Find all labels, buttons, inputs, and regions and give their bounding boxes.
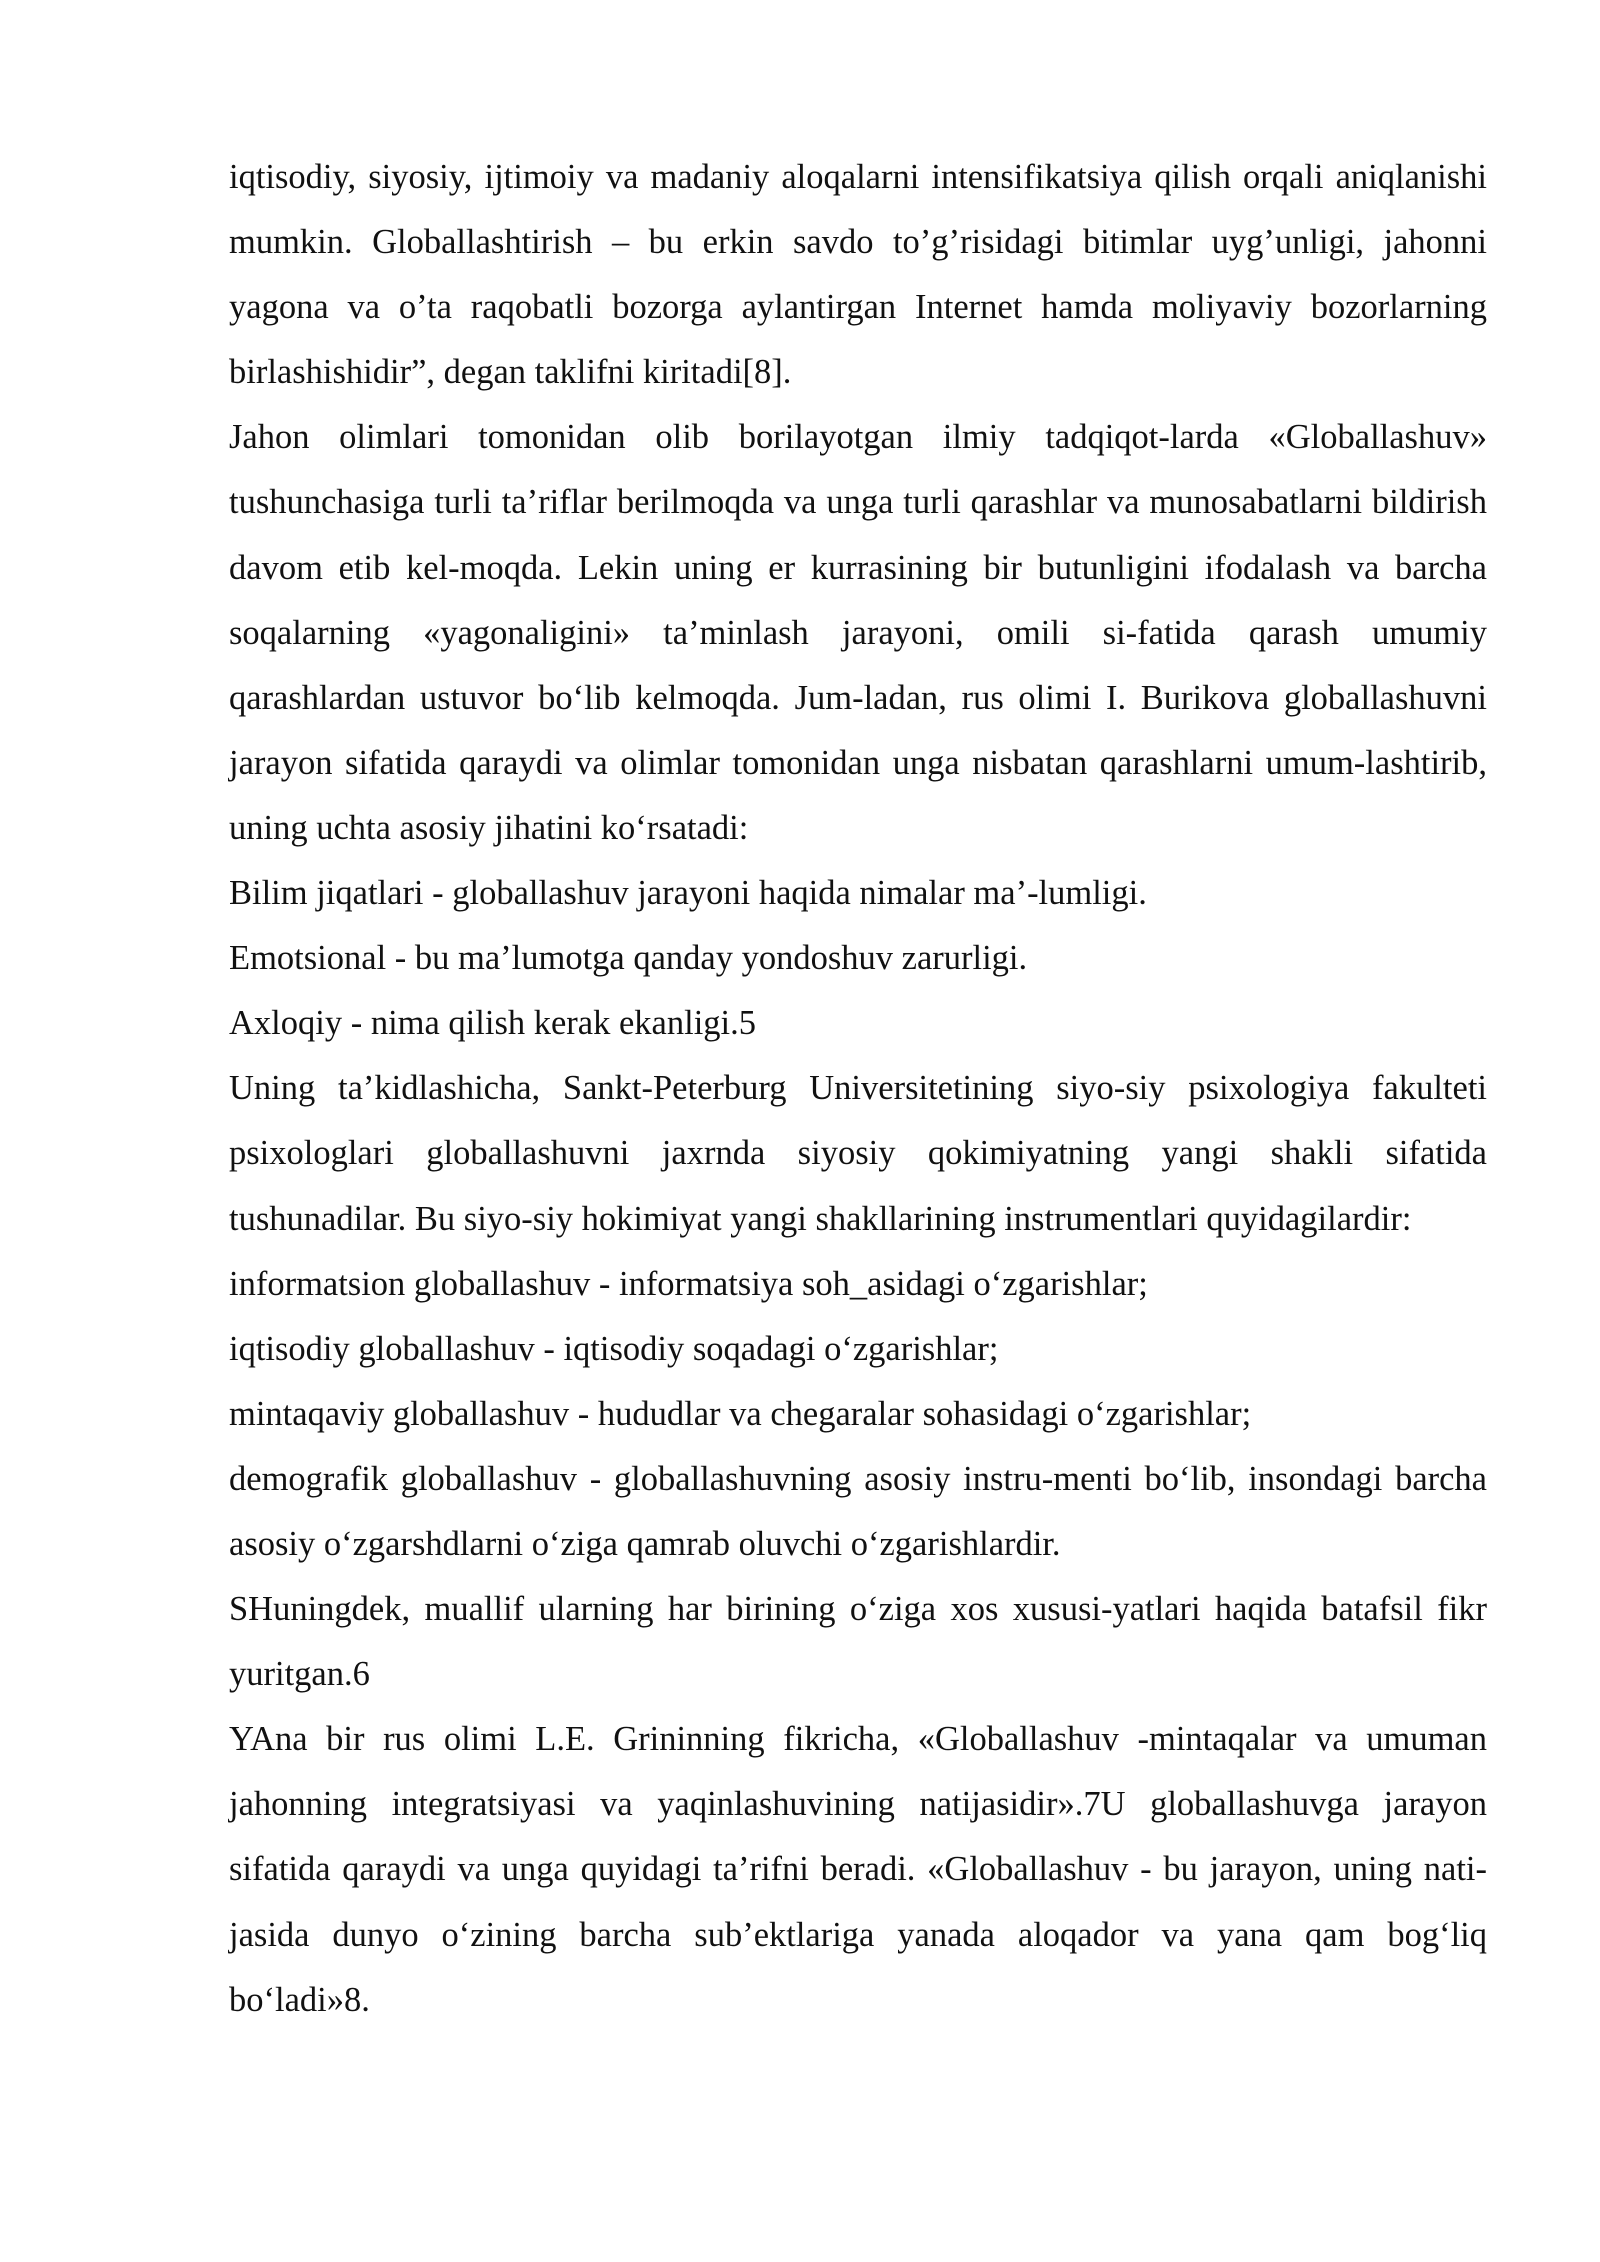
list-item-informational-globalization: informatsion globallashuv - informatsiya soh_asidagi o‘zgarishlar;	[229, 1264, 1148, 1303]
list-item-economic-globalization: iqtisodiy globallashuv - iqtisodiy soqadagi o‘zgarishlar;	[229, 1329, 999, 1368]
paragraph-st-petersburg-university: Uning ta’kidlashicha, Sankt-Peterburg Universitetining siyo-siy psixologiya fakulteti psixologlari globallashuvni jaxrnda siyosiy qokimiyatning yangi shakli sifatida tushunadilar. Bu siyo-siy hokimiyat yangi shakllarining instrumentlari quyidagilardir:	[229, 1069, 1487, 1238]
list-item-demographic-globalization: demografik globallashuv - globallashuvning asosiy instru-menti bo‘lib, insondagi barcha asosiy o‘zgarshdlarni o‘ziga qamrab oluvchi o‘zgarishlardir.	[229, 1459, 1487, 1563]
list-item-knowledge-aspect: Bilim jiqatlari - globallashuv jarayoni haqida nimalar ma’-lumligi.	[229, 874, 1147, 913]
list-item-emotional-aspect: Emotsional - bu ma’lumotga qanday yondoshuv zarurligi.	[229, 939, 1028, 978]
list-item-moral-aspect: Axloqiy - nima qilish kerak ekanligi.5	[229, 1004, 756, 1043]
list-item-regional-globalization: mintaqaviy globallashuv - hududlar va chegaralar sohasidagi o‘zgarishlar;	[229, 1394, 1252, 1433]
paragraph-world-scholars: Jahon olimlari tomonidan olib borilayotgan ilmiy tadqiqot-larda «Globallashuv» tushunchasiga turli ta’riflar berilmoqda va unga turli qarashlar va munosabatlarni bildirish davom etib kel-moqda. Lekin uning er kurrasining bir butunligini ifodalash va barcha soqalarning «yagonaligini» ta’minlash jarayoni, omili si-fatida qarash umumiy qarashlardan ustuvor bo‘lib kelmoqda. Jum-ladan, rus olimi I. Burikova globallashuvni jarayon sifatida qaraydi va olimlar tomonidan unga nisbatan qarashlarni umum-lashtirib, uning uchta asosiy jihatini ko‘rsatadi:	[229, 418, 1487, 847]
paragraph-author-details: SHuningdek, muallif ularning har birining o‘ziga xos xususi-yatlari haqida batafsil fikr yuritgan.6	[229, 1590, 1487, 1694]
paragraph-globalization-definition: iqtisodiy, siyosiy, ijtimoiy va madaniy aloqalarni intensifikatsiya qilish orqali aniqlanishi mumkin. Globallashtirish – bu erkin savdo to’g’risidagi bitimlar uyg’unligi, jahonni yagona va o’ta raqobatli bozorga aylantirgan Internet hamda moliyaviy bozorlarning birlashishidir”, degan taklifni kiritadi[8].	[229, 158, 1487, 392]
body-text	[229, 145, 1487, 2033]
paragraph-grinin-opinion: YAna bir rus olimi L.E. Grininning fikricha, «Globallashuv -mintaqalar va umuman jahonning integratsiyasi va yaqinlashuvining natijasidir».7U globallashuvga jarayon sifatida qaraydi va unga quyidagi ta’rifni beradi. «Globallashuv - bu jarayon, uning nati-jasida dunyo o‘zining barcha sub’ektlariga yanada aloqador va yana qam bog‘liq bo‘ladi»8.	[229, 1720, 1487, 2019]
